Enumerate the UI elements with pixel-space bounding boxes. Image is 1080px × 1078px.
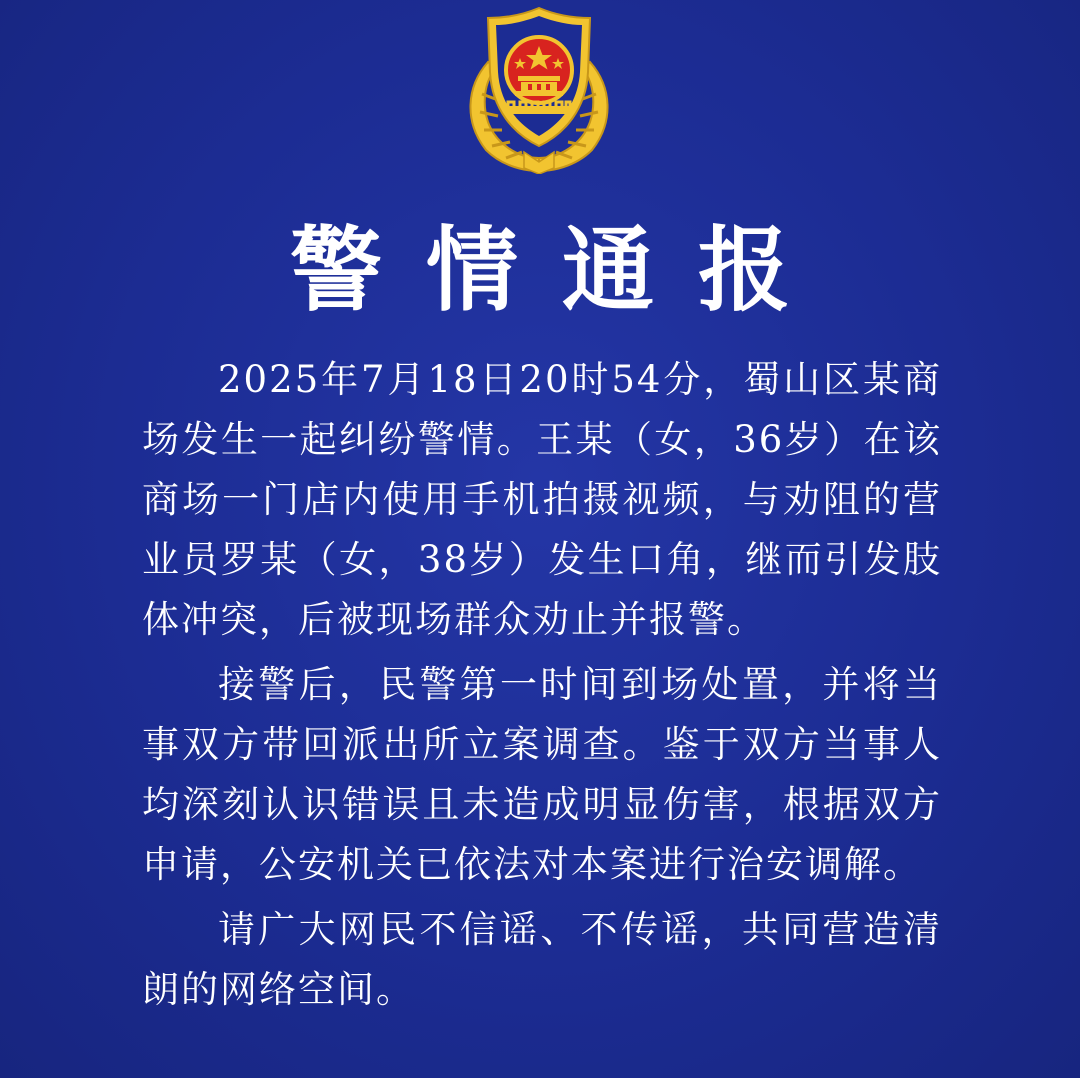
police-badge-icon xyxy=(458,2,620,174)
notice-body xyxy=(142,350,942,1025)
notice-paragraph-handling: 接警后，民警第一时间到场处置，并将当事双方带回派出所立案调查。鉴于双方当事人均深刻认识错误且未造成明显伤害，根据双方申请，公安机关已依法对本案进行治安调解。 xyxy=(142,663,942,886)
notice-paragraph-appeal: 请广大网民不信谣、不传谣，共同营造清朗的网络空间。 xyxy=(142,908,942,1011)
notice-title: 警情通报 xyxy=(289,216,834,324)
notice-paragraph-incident: 2025年7月18日20时54分，蜀山区某商场发生一起纠纷警情。王某（女，36岁）在该商场一门店内使用手机拍摄视频，与劝阻的营业员罗某（女，38岁）发生口角，继而引发肢体冲突，后被现场群众劝止并报警。 xyxy=(142,358,942,641)
